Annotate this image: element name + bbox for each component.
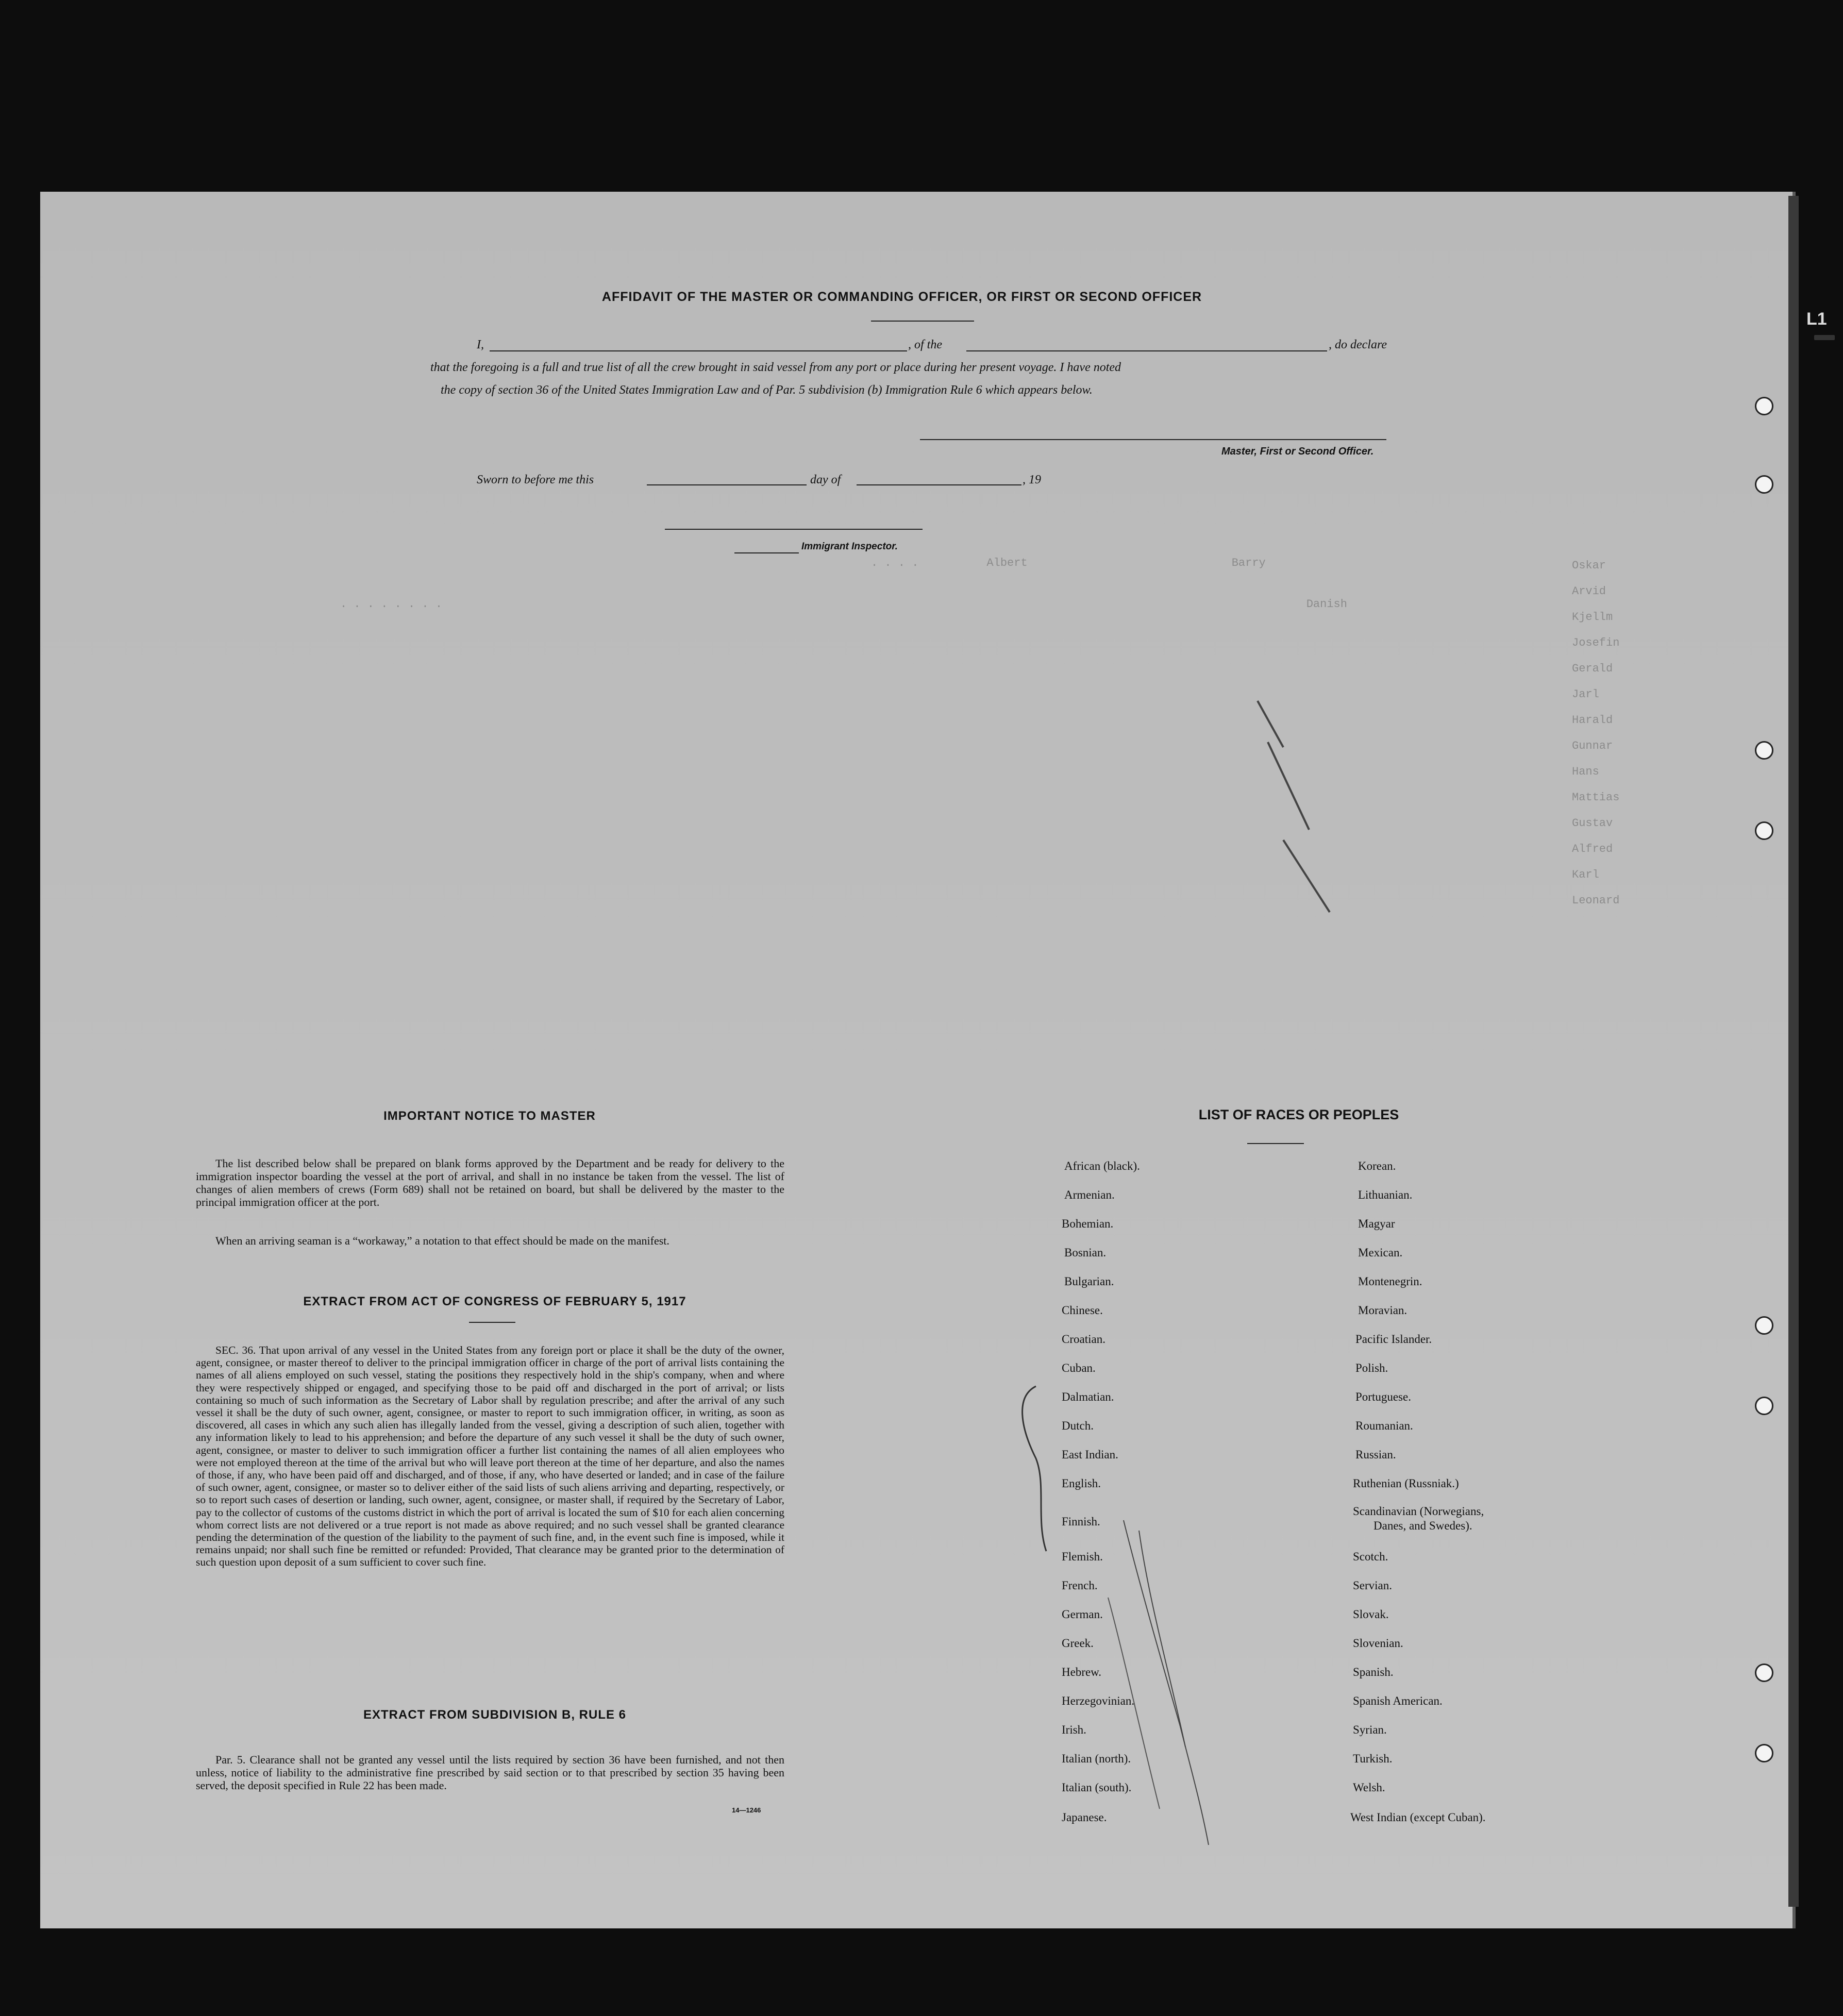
race-item: Lithuanian. bbox=[1358, 1188, 1413, 1201]
race-item: Slovak. bbox=[1353, 1608, 1389, 1621]
race-item: East Indian. bbox=[1062, 1448, 1118, 1461]
race-item: Italian (south). bbox=[1062, 1781, 1132, 1794]
race-item: Dutch. bbox=[1062, 1419, 1094, 1432]
race-item: Polish. bbox=[1355, 1362, 1388, 1374]
race-item: Russian. bbox=[1355, 1448, 1396, 1461]
margin-tab-label: L1 bbox=[1806, 309, 1827, 329]
sworn-day-of: day of bbox=[810, 473, 841, 486]
sworn-month-field[interactable] bbox=[857, 484, 1021, 485]
page-edge bbox=[1788, 196, 1799, 1907]
race-item: Dalmatian. bbox=[1062, 1390, 1114, 1403]
race-item: Greek. bbox=[1062, 1637, 1094, 1650]
race-item: African (black). bbox=[1064, 1160, 1140, 1172]
bleed-through-text: . . . . Albert Barry bbox=[871, 557, 1266, 569]
race-item: Armenian. bbox=[1064, 1188, 1115, 1201]
race-item: Pacific Islander. bbox=[1355, 1333, 1432, 1346]
pencil-scribble bbox=[1005, 1366, 1263, 1855]
punch-hole-icon bbox=[1755, 1397, 1773, 1415]
race-item: Magyar bbox=[1358, 1217, 1395, 1230]
divider bbox=[1247, 1143, 1304, 1144]
races-title: LIST OF RACES OR PEOPLES bbox=[1198, 1107, 1399, 1122]
race-item: Chinese. bbox=[1062, 1304, 1103, 1317]
race-item: Irish. bbox=[1062, 1723, 1086, 1736]
race-item: Roumanian. bbox=[1355, 1419, 1413, 1432]
affidavit-declare: , do declare bbox=[1329, 338, 1387, 351]
race-item: Mexican. bbox=[1358, 1246, 1403, 1259]
race-item: Japanese. bbox=[1062, 1811, 1107, 1824]
sworn-year: , 19 bbox=[1023, 473, 1041, 486]
race-item: Bohemian. bbox=[1062, 1217, 1114, 1230]
punch-hole-icon bbox=[1755, 1744, 1773, 1762]
affidavit-i: I, bbox=[477, 338, 484, 351]
race-item: West Indian (except Cuban). bbox=[1350, 1811, 1486, 1824]
bleed-through-text: Oskar Arvid Kjellm Josefin Gerald Jarl Harald Gunnar Hans Mattias Gustav Alfred Karl Leonard bbox=[1572, 559, 1620, 907]
affidavit-line-2: that the foregoing is a full and true list of all the crew brought in said vessel from any port or place during her present voyage. I have noted bbox=[430, 361, 1121, 374]
race-item: French. bbox=[1062, 1579, 1098, 1592]
race-item: Moravian. bbox=[1358, 1304, 1408, 1317]
race-item: Servian. bbox=[1353, 1579, 1393, 1592]
rule-6-text: Par. 5. Clearance shall not be granted any vessel until the lists required by section 36 have been furnished, and not then unless, notice of liability to the administrative fine prescribed by said section or to that prescribed by section 35 having been served, the deposit specified in Rule 22 has been made. bbox=[196, 1753, 784, 1792]
race-item: Montenegrin. bbox=[1358, 1275, 1422, 1288]
master-name-field[interactable] bbox=[490, 350, 907, 351]
punch-hole-icon bbox=[1755, 475, 1773, 494]
race-item: Korean. bbox=[1358, 1160, 1396, 1172]
affidavit-title: AFFIDAVIT OF THE MASTER OR COMMANDING OFFICER, OR FIRST OR SECOND OFFICER bbox=[601, 290, 1202, 304]
race-item: Scotch. bbox=[1353, 1550, 1388, 1563]
inspector-caption: Immigrant Inspector. bbox=[801, 541, 898, 552]
vessel-name-field[interactable] bbox=[966, 350, 1327, 351]
notice-paragraph-2: When an arriving seaman is a “workaway,” a notation to that effect should be made on the manifest. bbox=[215, 1234, 669, 1247]
form-number: 14—1246 bbox=[732, 1806, 761, 1814]
race-item: Hebrew. bbox=[1062, 1666, 1102, 1678]
punch-hole-icon bbox=[1755, 821, 1773, 840]
manifest-page bbox=[40, 192, 1796, 1928]
race-item: Welsh. bbox=[1353, 1781, 1385, 1794]
race-item: German. bbox=[1062, 1608, 1103, 1621]
race-item: Portuguese. bbox=[1355, 1390, 1411, 1403]
signature-caption: Master, First or Second Officer. bbox=[1221, 446, 1374, 457]
affidavit-line-3: the copy of section 36 of the United States Immigration Law and of Par. 5 subdivision (b) Immigration Rule 6 which appears below. bbox=[441, 383, 1093, 397]
race-item: Danes, and Swedes). bbox=[1373, 1519, 1472, 1532]
race-item: Ruthenian (Russniak.) bbox=[1353, 1477, 1459, 1490]
race-item: Croatian. bbox=[1062, 1333, 1105, 1346]
sworn-day-field[interactable] bbox=[647, 484, 807, 485]
divider bbox=[469, 1322, 515, 1323]
race-item: Spanish American. bbox=[1353, 1694, 1443, 1707]
sworn-prefix: Sworn to before me this bbox=[477, 473, 594, 486]
pencil-scribble bbox=[1252, 696, 1345, 953]
race-item: Herzegovinian. bbox=[1062, 1694, 1135, 1707]
affidavit-of-the: , of the bbox=[908, 338, 942, 351]
race-item: Bulgarian. bbox=[1064, 1275, 1114, 1288]
race-item: Flemish. bbox=[1062, 1550, 1103, 1563]
race-item: Spanish. bbox=[1353, 1666, 1394, 1678]
inspector-signature-line[interactable] bbox=[665, 529, 923, 530]
race-item: Slovenian. bbox=[1353, 1637, 1403, 1650]
race-item: Turkish. bbox=[1353, 1752, 1393, 1765]
notice-title: IMPORTANT NOTICE TO MASTER bbox=[383, 1109, 596, 1123]
margin-mark bbox=[1814, 335, 1835, 340]
divider bbox=[734, 552, 799, 553]
race-item: Syrian. bbox=[1353, 1723, 1387, 1736]
bleed-through-text: . . . . . . . . Danish bbox=[340, 598, 1347, 611]
officer-signature-line[interactable] bbox=[920, 439, 1386, 440]
punch-hole-icon bbox=[1755, 1316, 1773, 1335]
race-item: Cuban. bbox=[1062, 1362, 1096, 1374]
race-item: Italian (north). bbox=[1062, 1752, 1131, 1765]
race-item: English. bbox=[1062, 1477, 1101, 1490]
punch-hole-icon bbox=[1755, 1664, 1773, 1682]
punch-hole-icon bbox=[1755, 741, 1773, 760]
extract-act-title: EXTRACT FROM ACT OF CONGRESS OF FEBRUARY 5, 1917 bbox=[303, 1295, 686, 1308]
race-item: Scandinavian (Norwegians, bbox=[1353, 1505, 1484, 1518]
race-item: Bosnian. bbox=[1064, 1246, 1107, 1259]
divider bbox=[871, 321, 974, 322]
punch-hole-icon bbox=[1755, 397, 1773, 415]
section-36-text: SEC. 36. That upon arrival of any vessel in the United States from any foreign port or place it shall be the duty of the owner, agent, consignee, or master thereof to deliver to the principal immigration officer in charge of the port of arrival lists containing the names of all aliens employed on such vessel, stating the positions they respectively hold in the ship's company, when and where they were respectively shipped or engaged, and specifying those to be paid off and discharged in the port of arrival; or lists containing so much of such information as the Secretary of Labor shall by regulation prescribe; and after the arrival of any such vessel it shall be the duty of such owner, agent, consignee, or master to report to such immigration officer, in writing, as soon as discovered, all cases in which any such alien has illegally landed from the vessel, giving a description of such alien, together with any information likely to lead to his apprehension; and before the departure of any such vessel it shall be the duty of such owner, agent, consignee, or master to deliver to such immigration officer a further list containing the names of all alien employees who were not employed thereon at the time of the arrival but who will leave port thereon at the time of her departure, and also the names of those, if any, who have been paid off and discharged, and of those, if any, who have deserted or landed; and in case of the failure of such owner, agent, consignee, or master so to deliver either of the said lists of such aliens arriving and departing, respectively, or so to report such cases of desertion or landing, such owner, agent, consignee, or master shall, if required by the Secretary of Labor, pay to the collector of customs of the customs district in which the port of arrival is located the sum of $10 for each alien concerning whom correct lists are not delivered or a true report is not made as above required; and no such vessel shall be granted clearance pending the determination of the question of the liability to the payment of such fine, and, in the event such fine is imposed, while it remains unpaid; nor shall such fine be remitted or refunded: Provided, That clearance may be granted prior to the determination of such question upon deposit of a sum sufficient to cover such fine. bbox=[196, 1344, 784, 1569]
extract-rule-title: EXTRACT FROM SUBDIVISION B, RULE 6 bbox=[363, 1708, 627, 1722]
notice-paragraph-1: The list described below shall be prepared on blank forms approved by the Department and be ready for delivery to the immigration inspector boarding the vessel at the port of arrival, and shall in no instance be taken from the vessel. The list of changes of alien members of crews (Form 689) shall not be retained on board, but shall be delivered by the master to the principal immigration officer at the port. bbox=[196, 1157, 784, 1208]
race-item: Finnish. bbox=[1062, 1515, 1100, 1528]
